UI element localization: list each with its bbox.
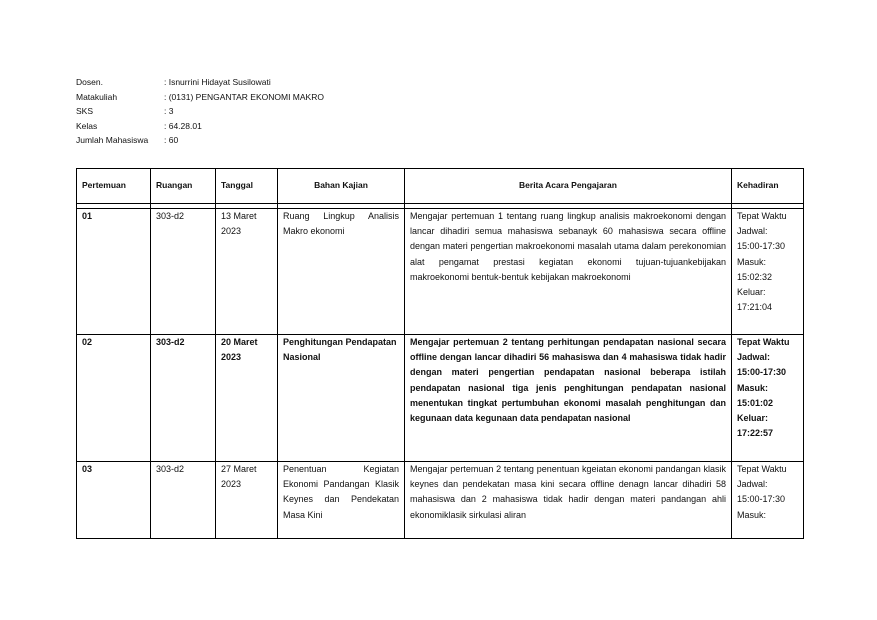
cell-berita-acara: Mengajar pertemuan 2 tentang perhitungan pendapatan nasional secara offline dengan lancar dihadiri 56 mahasiswa dan 4 mahasiswa tidak hadir dengan materi pengertian pendapatan nasional beberapa istilah pendapatan nasional tiga jenis penghitungan pendapatan nasional menentukan tingkat pertumbuhan ekonomi masalah penghitungan dan kegunaan data kegunaan data pendapatan nasional bbox=[405, 335, 732, 462]
kehadiran-line: Tepat Waktu bbox=[737, 211, 787, 221]
cell-bahan-kajian: Penentuan Kegiatan Ekonomi Pandangan Klasik Keynes dan Pendekatan Masa Kini bbox=[278, 462, 405, 539]
teaching-report-table bbox=[76, 168, 804, 539]
cell-pertemuan: 01 bbox=[77, 209, 151, 335]
kehadiran-line: Tepat Waktu bbox=[737, 464, 787, 474]
kehadiran-line: 17:21:04 bbox=[737, 302, 773, 313]
cell-bahan-kajian: Ruang Lingkup Analisis Makro ekonomi bbox=[278, 209, 405, 335]
kehadiran-line: 15:00-17:30 bbox=[737, 367, 787, 378]
kehadiran-line: 17:22:57 bbox=[737, 428, 774, 439]
info-label: SKS bbox=[76, 106, 94, 116]
info-row-kelas bbox=[76, 119, 324, 134]
info-value: : (0131) PENGANTAR EKONOMI MAKRO bbox=[164, 91, 324, 102]
kehadiran-line: Masuk: bbox=[737, 256, 767, 267]
cell-pertemuan: 03 bbox=[77, 462, 151, 539]
kehadiran-line: 15:00-17:30 bbox=[737, 241, 786, 252]
cell-kehadiran bbox=[732, 335, 804, 462]
kehadiran-line: Jadwal: bbox=[737, 352, 771, 363]
table-row bbox=[77, 335, 804, 462]
course-info bbox=[76, 75, 324, 148]
info-label: Dosen. bbox=[76, 77, 103, 87]
info-row-jumlah-mahasiswa bbox=[76, 133, 324, 148]
header-ruangan: Ruangan bbox=[151, 169, 216, 204]
cell-ruangan: 303-d2 bbox=[151, 335, 216, 462]
cell-ruangan: 303-d2 bbox=[151, 209, 216, 335]
table-row bbox=[77, 462, 804, 539]
info-value: : Isnurrini Hidayat Susilowati bbox=[164, 77, 271, 87]
kehadiran-line: Masuk: bbox=[737, 382, 769, 393]
kehadiran-line: 15:01:02 bbox=[737, 397, 774, 408]
cell-kehadiran bbox=[732, 462, 804, 539]
kehadiran-line: 15:02:32 bbox=[737, 271, 773, 282]
info-value: : 3 bbox=[164, 106, 174, 116]
berita-acara-text: Mengajar pertemuan 2 tentang penentuan kgeiatan ekonomi pandangan klasik keynes dan pendekatan masa kini secara offline denagn lancar dihadiri 58 mahasiswa dan 2 mahasiswa tidak hadir dengan materi pandangan ahli ekonomiklasik sirkulasi aliran bbox=[410, 464, 726, 520]
info-value: : 60 bbox=[164, 135, 179, 145]
cell-berita-acara bbox=[405, 462, 732, 539]
info-row-dosen bbox=[76, 75, 324, 90]
info-row-sks bbox=[76, 104, 324, 119]
cell-ruangan: 303-d2 bbox=[151, 462, 216, 539]
header-pertemuan: Pertemuan bbox=[77, 169, 151, 204]
kehadiran-line: Jadwal: bbox=[737, 479, 768, 490]
table-header-row bbox=[77, 169, 804, 204]
kehadiran-line: Jadwal: bbox=[737, 226, 768, 237]
kehadiran-line: Tepat Waktu bbox=[737, 337, 790, 347]
cell-tanggal: 27 Maret 2023 bbox=[216, 462, 278, 539]
info-label: Kelas bbox=[76, 120, 98, 131]
cell-berita-acara: Mengajar pertemuan 1 tentang ruang lingkup analisis makroekonomi dengan lancar dihadiri semua mahasiswa sebanayk 60 mahasiswa secara offline dengan materi pengertian makroekonomi masalah utama dalam perekonomian alat pengamat prestasi kegiatan ekonomi tujuan-tujuankebijakan makroekonomi bentuk-bentuk kebijakan makroekonomi bbox=[405, 209, 732, 335]
cell-tanggal: 20 Maret 2023 bbox=[216, 335, 278, 462]
table-row bbox=[77, 209, 804, 335]
cell-bahan-kajian: Penghitungan Pendapatan Nasional bbox=[278, 335, 405, 462]
info-label: Matakuliah bbox=[76, 91, 118, 102]
cell-pertemuan: 02 bbox=[77, 335, 151, 462]
header-tanggal: Tanggal bbox=[216, 169, 278, 204]
header-berita-acara: Berita Acara Pengajaran bbox=[405, 169, 732, 204]
info-value: : 64.28.01 bbox=[164, 120, 202, 131]
cell-kehadiran bbox=[732, 209, 804, 335]
kehadiran-line: Keluar: bbox=[737, 287, 766, 298]
info-label: Jumlah Mahasiswa bbox=[76, 135, 149, 145]
header-kehadiran: Kehadiran bbox=[732, 169, 804, 204]
header-bahan-kajian: Bahan Kajian bbox=[278, 169, 405, 204]
info-row-matakuliah bbox=[76, 90, 324, 105]
kehadiran-line: 15:00-17:30 bbox=[737, 494, 786, 505]
cell-tanggal: 13 Maret 2023 bbox=[216, 209, 278, 335]
kehadiran-line: Keluar: bbox=[737, 413, 769, 424]
kehadiran-line: Masuk: bbox=[737, 509, 767, 520]
